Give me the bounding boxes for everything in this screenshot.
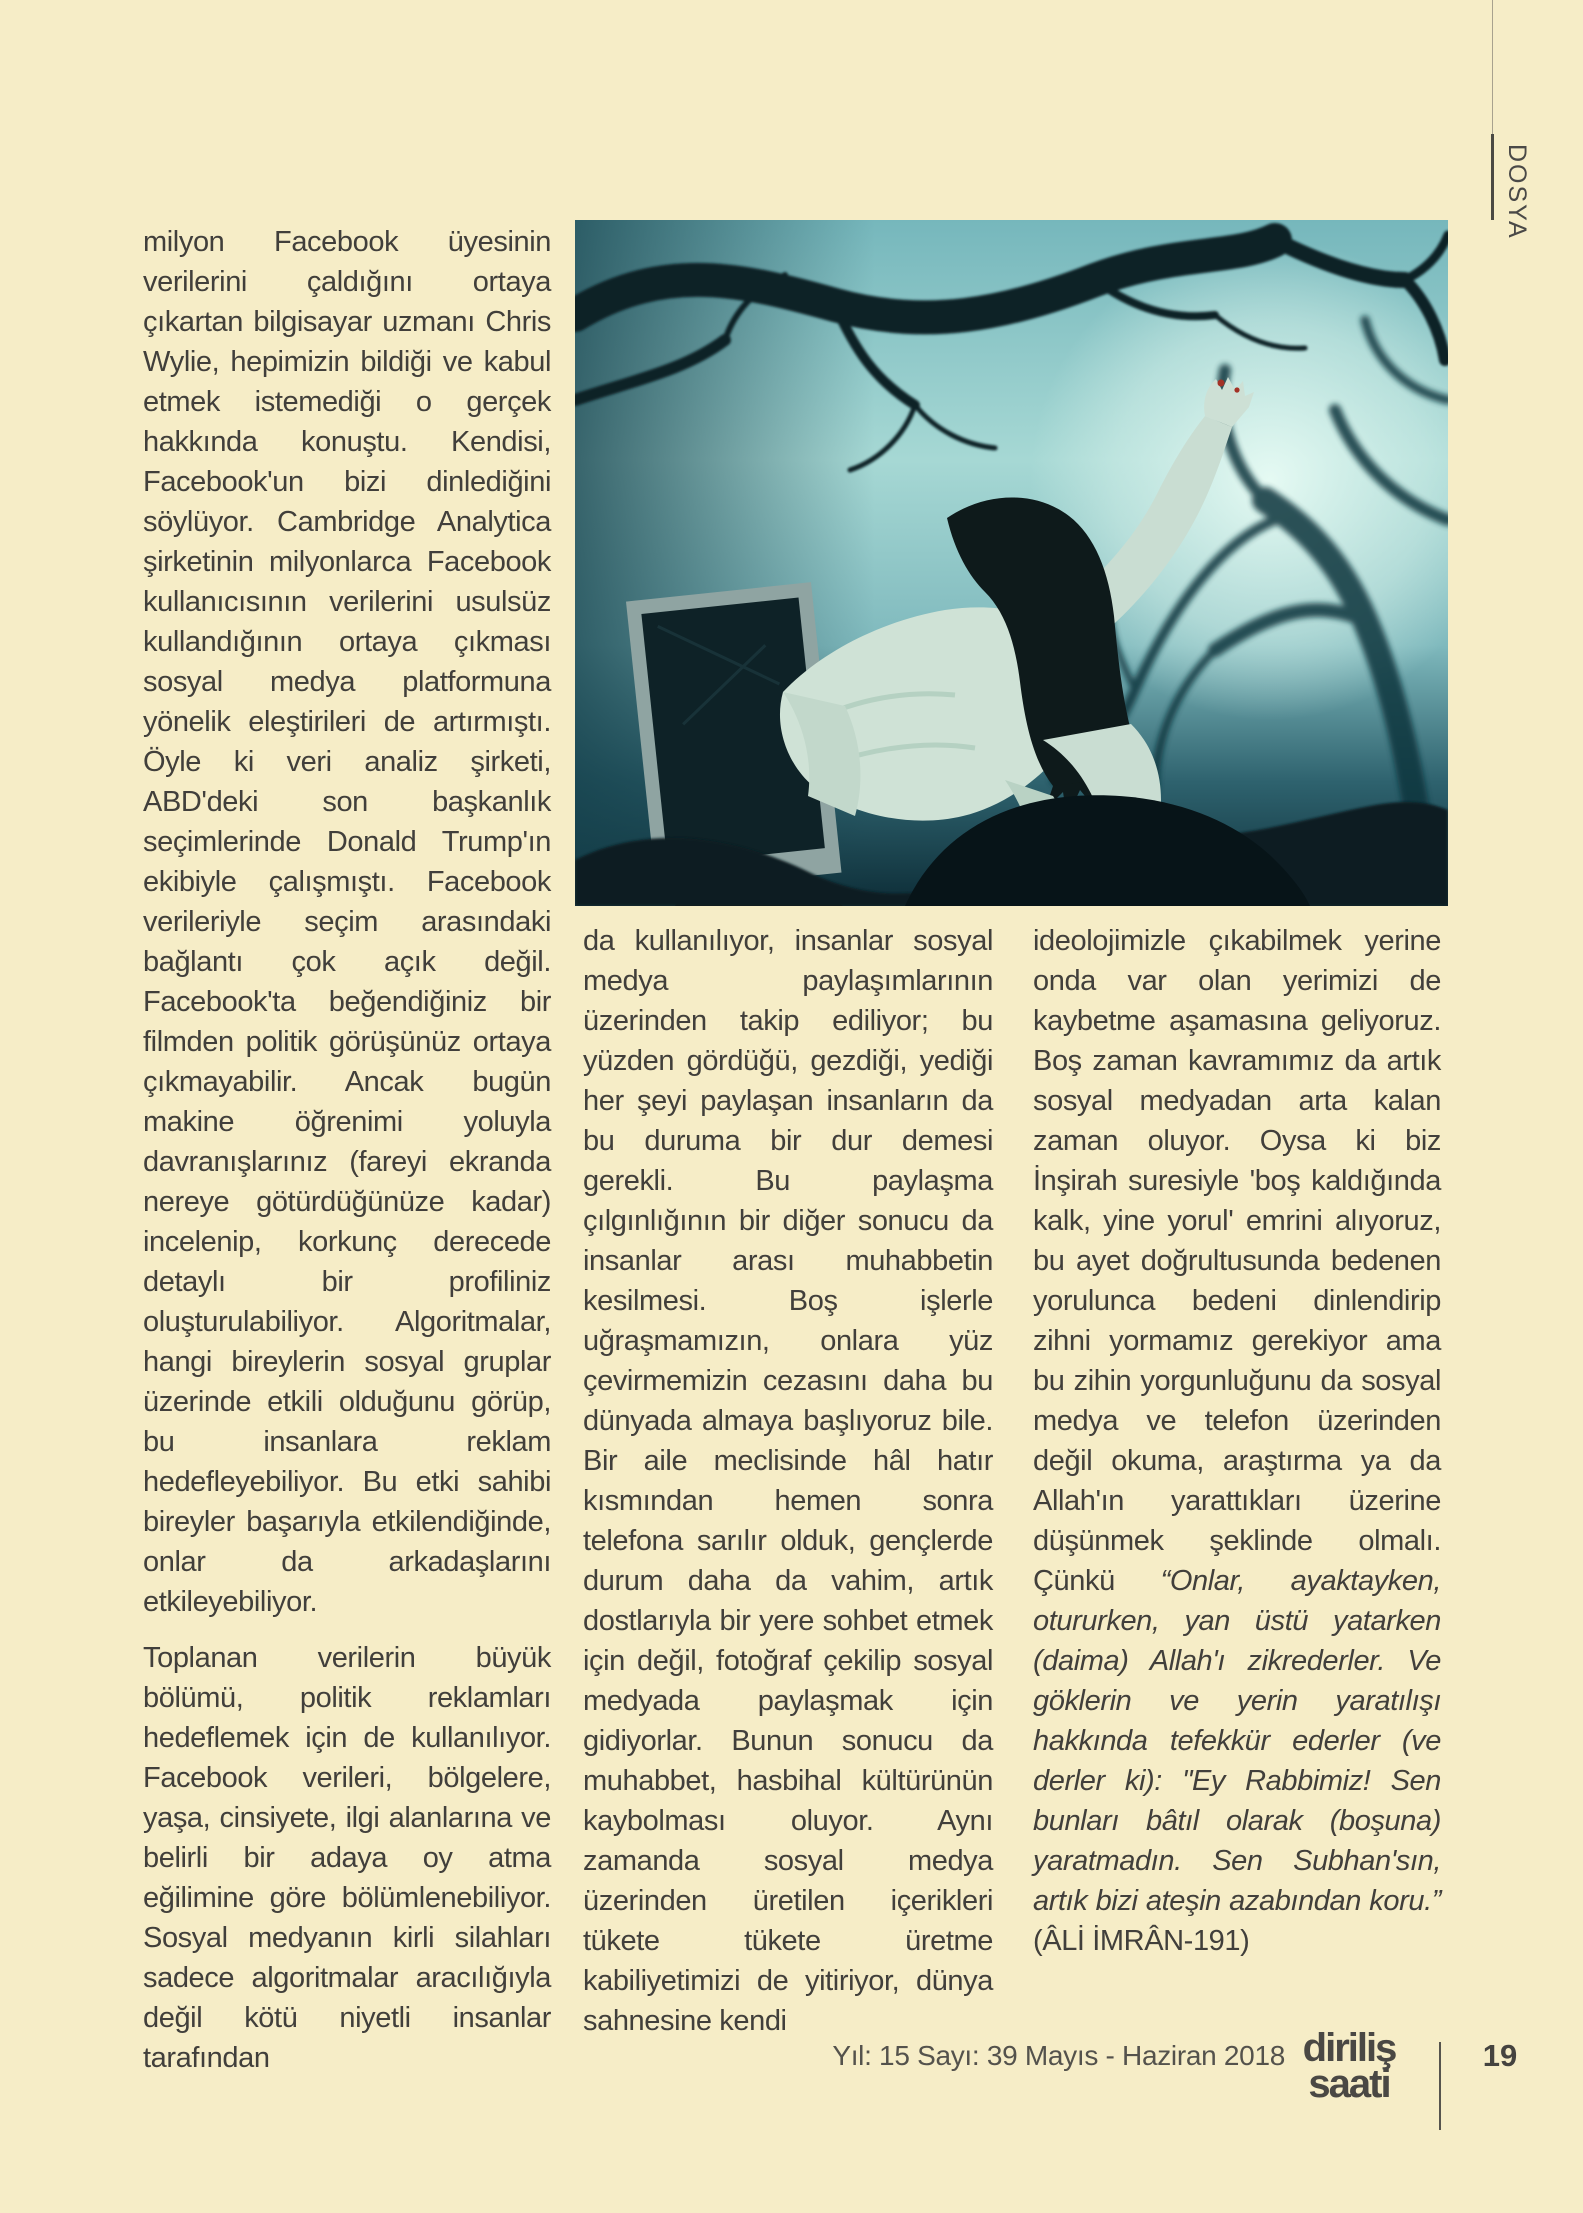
footer-divider xyxy=(1439,2042,1441,2130)
quote-citation: (ÂLİ İMRÂN-191) xyxy=(1033,1925,1250,1957)
horror-photo-illustration xyxy=(575,220,1448,906)
article-paragraph: milyon Facebook üyesinin verilerini çaldığını ortaya çıkartan bilgisayar uzmanı Chris Wylie, hepimizin bildiği ve kabul etmek istemediği o gerçek hakkında konuştu. Kendisi, Facebook'un bizi dinlediğini söylüyor. Cambridge Analytica şirketinin milyonlarca Facebook kullanıcısının verilerini usulsüz kullandığının ortaya çıkması sosyal medya platformuna yönelik eleştirileri de artırmıştı. Öyle ki veri analiz şirketi, ABD'deki son başkanlık seçimlerinde Donald Trump'ın ekibiyle çalışmıştı. Facebook verileriyle seçim arasındaki bağlantı çok açık değil. Facebook'ta beğendiğiniz bir filmden politik görüşünüz ortaya çıkmayabilir. Ancak bugün makine öğrenimi yoluyla davranışlarınız (fareyi ekranda nereye götürdüğünüze kadar) incelenip, korkunç derecede detaylı bir profiliniz oluşturulabiliyor. Algoritmalar, hangi bireylerin sosyal gruplar üzerinde etkili olduğunu görüp, bu insanlara reklam hedefleyebiliyor. Bu etki sahibi bireyler başarıyla etkilendiğinde, onlar da arkadaşlarını etkileyebiliyor. xyxy=(143,226,551,1618)
section-rule-thick xyxy=(1491,134,1494,220)
logo-line-1: diriliş xyxy=(1302,2026,1396,2070)
page-number: 19 xyxy=(1482,2038,1518,2073)
article-photo xyxy=(575,220,1448,906)
article-paragraph: da kullanılıyor, insanlar sosyal medya paylaşımlarının üzerinden takip ediliyor; bu yüzden gördüğü, gezdiği, yediği her şeyi paylaşan insanların da bu duruma bir dur demesi gerekli. Bu paylaşma çılgınlığının bir diğer sonucu da insanlar arası muhabbetin kesilmesi. Boş işlerle uğraşmamızın, onlara yüz çevirmemizin cezasını daha bu dünyada almaya başlıyoruz bile. Bir aile meclisinde hâl hatır kısmından hemen sonra telefona sarılır olduk, gençlerde durum daha da vahim, artık dostlarıyla bir yere sohbet etmek için değil, fotoğraf çekilip sosyal medyada paylaşmak için gidiyorlar. Bunun sonucu da muhabbet, hasbihal kültürünün kaybolması oluyor. Aynı zamanda sosyal medya üzerinden üretilen içerikleri tükete tükete üretme kabiliyetimizi de yitiriyor, dünya sahnesine kendi xyxy=(583,925,993,2037)
quran-quote: “Onlar, ayaktayken, otururken, yan üstü yatarken (daima) Allah'ı zikrederler. Ve göklerin ve yerin yaratılışı hakkında tefekkür ederler (ve derler ki): "Ey Rabbimiz! Sen bunları bâtıl olarak (boşuna) yaratmadın. Sen Subhan'sın, artık bizi ateşin azabından koru.” xyxy=(1033,1565,1441,1917)
section-rule-thin xyxy=(1492,0,1493,134)
text-column-1 xyxy=(143,222,551,2078)
paragraph-lead: ideolojimizle çıkabilmek yerine onda var olan yerimizi de kaybetme aşamasına geliyoruz. Boş zaman kavramımız da artık sosyal medyadan arta kalan zaman oluyor. Oysa ki biz İnşirah suresiyle 'boş kaldığında kalk, yine yorul' emrini alıyoruz, bu ayet doğrultusunda bedenen yorulunca bedeni dinlendirip zihni yormamız gerekiyor ama bu zihin yorgunluğunu da sosyal medya ve telefon üzerinden değil okuma, araştırma ya da Allah'ın yarattıkları üzerine düşünmek şeklinde olmalı. Çünkü xyxy=(1033,925,1441,1597)
article-paragraph xyxy=(1033,921,1441,1961)
article-paragraph: Toplanan verilerin büyük bölümü, politik reklamları hedeflemek için de kullanılıyor. Facebook verileri, bölgelere, yaşa, cinsiyete, ilgi alanlarına ve belirli bir adaya oy atma eğilimine göre bölümlenebiliyor. Sosyal medyanın kirli silahları sadece algoritmalar aracılığıyla değil kötü niyetli insanlar tarafından xyxy=(143,1642,551,2074)
section-label: DOSYA xyxy=(1503,144,1531,240)
blood-mark xyxy=(1234,387,1239,392)
logo-line-2: saati xyxy=(1308,2062,1390,2106)
magazine-logo xyxy=(1283,2026,1415,2106)
text-column-3 xyxy=(1033,921,1441,1961)
footer-issue-line: Yıl: 15 Sayı: 39 Mayıs - Haziran 2018 xyxy=(832,2040,1285,2071)
blood-mark xyxy=(1218,380,1225,387)
text-column-2 xyxy=(583,921,993,2041)
